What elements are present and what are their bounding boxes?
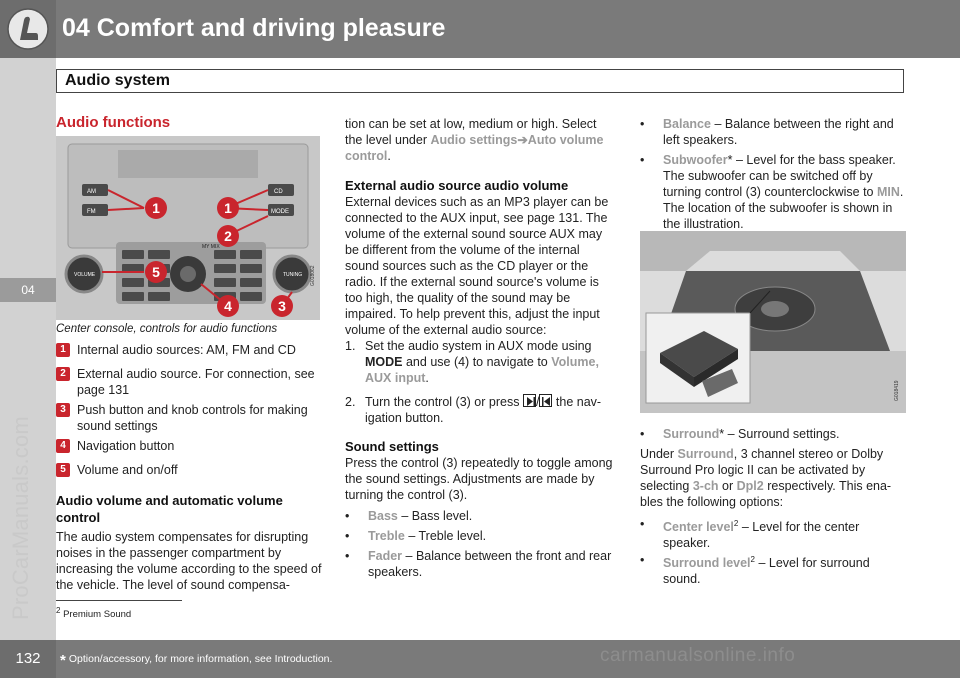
text-run: – Balance between the front and rear speakers. bbox=[368, 549, 612, 579]
forward-button-icon bbox=[523, 394, 536, 407]
step-2 bbox=[345, 394, 615, 426]
figure-code: G018419 bbox=[894, 380, 900, 401]
bullet-center-level bbox=[640, 516, 908, 551]
callout-3: 3 bbox=[278, 298, 286, 314]
text-run: respectively. This ena-bles the following options: bbox=[640, 479, 892, 509]
legend-text: Volume and on/off bbox=[77, 463, 178, 477]
mode-label: MODE bbox=[365, 355, 403, 369]
text-run: Under bbox=[640, 447, 675, 461]
bullet-balance bbox=[640, 116, 908, 148]
callout-2: 2 bbox=[224, 228, 232, 244]
text-run: . bbox=[387, 149, 391, 163]
center-console-image bbox=[56, 136, 320, 320]
text-run: – Surround settings. bbox=[727, 427, 840, 441]
legend-text: Internal audio sources: AM, FM and CD bbox=[77, 343, 296, 357]
bullet-text bbox=[663, 426, 908, 442]
bullet-icon: • bbox=[640, 117, 645, 131]
bullet-surround bbox=[640, 426, 908, 442]
back-button-icon bbox=[539, 394, 552, 407]
setting-term: Bass bbox=[368, 509, 398, 523]
footer-watermark: carmanualsonline.info bbox=[600, 645, 796, 666]
setting-term: Fader bbox=[368, 549, 403, 563]
paragraph-volume-control: The audio system compensates for disrupting noises in the passenger compartment by increasing the volume according to the speed of the vehicle. The level of sound compensa- bbox=[56, 530, 322, 592]
menu-surround: Surround bbox=[677, 447, 734, 461]
footnote-ref: 2 bbox=[733, 519, 739, 528]
seat-icon bbox=[0, 0, 56, 58]
legend-item bbox=[56, 366, 324, 398]
heading-external-audio: External audio source audio volume bbox=[345, 178, 569, 193]
chapter-number-tab: 04 bbox=[0, 278, 56, 302]
figure-caption: Center console, controls for audio functions bbox=[56, 323, 278, 335]
legend-text: Push button and knob controls for making sound settings bbox=[77, 403, 308, 433]
legend-item bbox=[56, 342, 324, 358]
bullet-icon: • bbox=[640, 517, 645, 531]
step-1 bbox=[345, 338, 615, 386]
bullet-text bbox=[663, 152, 908, 232]
heading-sound-settings: Sound settings bbox=[345, 439, 439, 454]
legend-number: 2 bbox=[56, 367, 70, 381]
chapter-header-bar bbox=[0, 0, 960, 58]
text-run: Set the audio system in AUX mode using bbox=[365, 339, 592, 353]
text-run: / bbox=[535, 395, 540, 409]
menu-auto-volume-control: Auto volume control bbox=[345, 133, 604, 163]
text-run: – Level for the center speaker. bbox=[663, 520, 860, 551]
bullet-subwoofer bbox=[640, 152, 908, 232]
footnote bbox=[56, 606, 131, 620]
display-text: MY MIX bbox=[202, 244, 220, 250]
btn-label-fm: FM bbox=[87, 209, 96, 215]
chapter-icon-tab bbox=[0, 0, 56, 58]
knob-label-volume: VOLUME bbox=[74, 272, 96, 278]
step-number: 2. bbox=[345, 395, 356, 409]
bullet-icon: • bbox=[345, 549, 350, 563]
option-asterisk: * bbox=[727, 153, 733, 167]
paragraph-volume-continued bbox=[345, 116, 615, 164]
paragraph-sound-settings: Press the control (3) repeatedly to toggle among the sound settings. Adjustments are made by turning the control (3). bbox=[345, 456, 613, 502]
footnote-text: Premium Sound bbox=[63, 609, 132, 621]
text-run: – Bass level. bbox=[401, 509, 473, 523]
setting-term: Balance bbox=[663, 117, 711, 131]
step-text bbox=[365, 394, 615, 426]
arrow-right-icon: ➔ bbox=[517, 133, 528, 147]
footnote-number: 2 bbox=[56, 606, 61, 615]
section-title-box bbox=[56, 69, 904, 93]
bullet-text bbox=[663, 552, 908, 587]
text-run: – Level for the bass speaker. The subwoofer can be switched off by turning control (3) counterclockwise to bbox=[663, 153, 896, 199]
footer-asterisk: * bbox=[60, 652, 66, 669]
legend-number: 3 bbox=[56, 403, 70, 417]
setting-term: Center level bbox=[663, 520, 734, 535]
text-run: . bbox=[425, 371, 429, 385]
bullet-icon: • bbox=[345, 509, 350, 523]
setting-term: Surround bbox=[663, 427, 720, 441]
bullet-text bbox=[368, 528, 615, 544]
footnote-rule bbox=[56, 600, 182, 601]
callout-5: 5 bbox=[152, 264, 160, 280]
legend-number: 1 bbox=[56, 343, 70, 357]
legend-text: External audio source. For connection, see page 131 bbox=[77, 367, 315, 397]
side-watermark: ProCarManuals.com bbox=[8, 416, 33, 620]
text-run: – Treble level. bbox=[408, 529, 487, 543]
chapter-title: 04 Comfort and driving pleasure bbox=[62, 14, 446, 42]
legend-number: 4 bbox=[56, 439, 70, 453]
page-number: 132 bbox=[0, 640, 56, 678]
btn-label-am: AM bbox=[87, 189, 96, 195]
heading-audio-functions: Audio functions bbox=[56, 114, 171, 131]
console-illustration bbox=[56, 136, 320, 320]
callout-4: 4 bbox=[224, 298, 232, 314]
text-run: and use (4) to navigate to bbox=[405, 355, 548, 369]
callout-1b: 1 bbox=[224, 200, 232, 216]
footer-note bbox=[60, 652, 332, 669]
legend-text: Navigation button bbox=[77, 439, 175, 453]
menu-audio-settings: Audio settings bbox=[430, 133, 518, 147]
option-dpl2: Dpl2 bbox=[736, 479, 764, 493]
bullet-text bbox=[663, 116, 908, 148]
setting-term: Subwoofer bbox=[663, 153, 728, 167]
text-run: . The location of the subwoofer is shown in the illustration. bbox=[663, 185, 904, 231]
legend-item bbox=[56, 438, 324, 454]
callout-1a: 1 bbox=[152, 200, 160, 216]
step-text bbox=[365, 338, 615, 386]
option-3ch: 3-ch bbox=[692, 479, 719, 493]
bullet-text bbox=[368, 548, 615, 580]
bullet-text bbox=[663, 516, 908, 551]
page-footer-bar bbox=[0, 640, 960, 678]
menu-volume-aux-input: Volume, AUX input bbox=[365, 355, 599, 385]
knob-label-tuning: TUNING bbox=[283, 272, 303, 278]
footer-note-text: Option/accessory, for more information, see Introduction. bbox=[68, 653, 333, 665]
trunk-subwoofer-image bbox=[640, 231, 906, 413]
text-run: or bbox=[722, 479, 734, 493]
text-run: Turn the control (3) or press bbox=[365, 395, 520, 409]
text-run: , 3 channel stereo or Dolby Surround Pro logic II can be activated by selecting bbox=[640, 447, 884, 493]
setting-term: Surround level bbox=[663, 556, 751, 571]
btn-label-cd: CD bbox=[274, 189, 283, 195]
step-number: 1. bbox=[345, 339, 356, 353]
text-run: tion can be set at low, medium or high. Select the level under bbox=[345, 117, 597, 147]
footnote-ref: 2 bbox=[750, 555, 755, 564]
paragraph-surround-options bbox=[640, 446, 908, 510]
option-asterisk: * bbox=[719, 427, 725, 441]
legend-item bbox=[56, 402, 324, 434]
bullet-surround-level bbox=[640, 552, 908, 587]
setting-term: Treble bbox=[368, 529, 405, 543]
figure-code: G018062 bbox=[310, 265, 316, 286]
paragraph-external-audio: External devices such as an MP3 player can be connected to the AUX input, see page 131. The volume of the external sound source AUX may be different from the volume of the internal sound sources such as the CD player or the radio. If the external sound source's volume is too high, the quality of the sound may be impaired. To help prevent this, adjust the input volume of the external audio source: bbox=[345, 195, 609, 337]
bullet-text bbox=[368, 508, 615, 524]
subwoofer-illustration bbox=[640, 231, 906, 413]
bullet-fader bbox=[345, 548, 615, 580]
heading-volume-control: Audio volume and automatic volume control bbox=[56, 493, 283, 525]
text-run: – Level for surround sound. bbox=[663, 556, 870, 587]
btn-label-mode: MODE bbox=[271, 209, 289, 215]
text-run: – Balance between the right and left speakers. bbox=[663, 117, 894, 147]
legend-number: 5 bbox=[56, 463, 70, 477]
section-title: Audio system bbox=[65, 72, 170, 89]
bullet-bass bbox=[345, 508, 615, 524]
bullet-icon: • bbox=[640, 553, 645, 567]
min-label: MIN bbox=[877, 185, 900, 199]
bullet-treble bbox=[345, 528, 615, 544]
text-run: the nav-igation button. bbox=[365, 395, 602, 425]
legend-item bbox=[56, 462, 324, 478]
bullet-icon: • bbox=[640, 427, 645, 441]
bullet-icon: • bbox=[640, 153, 645, 167]
bullet-icon: • bbox=[345, 529, 350, 543]
